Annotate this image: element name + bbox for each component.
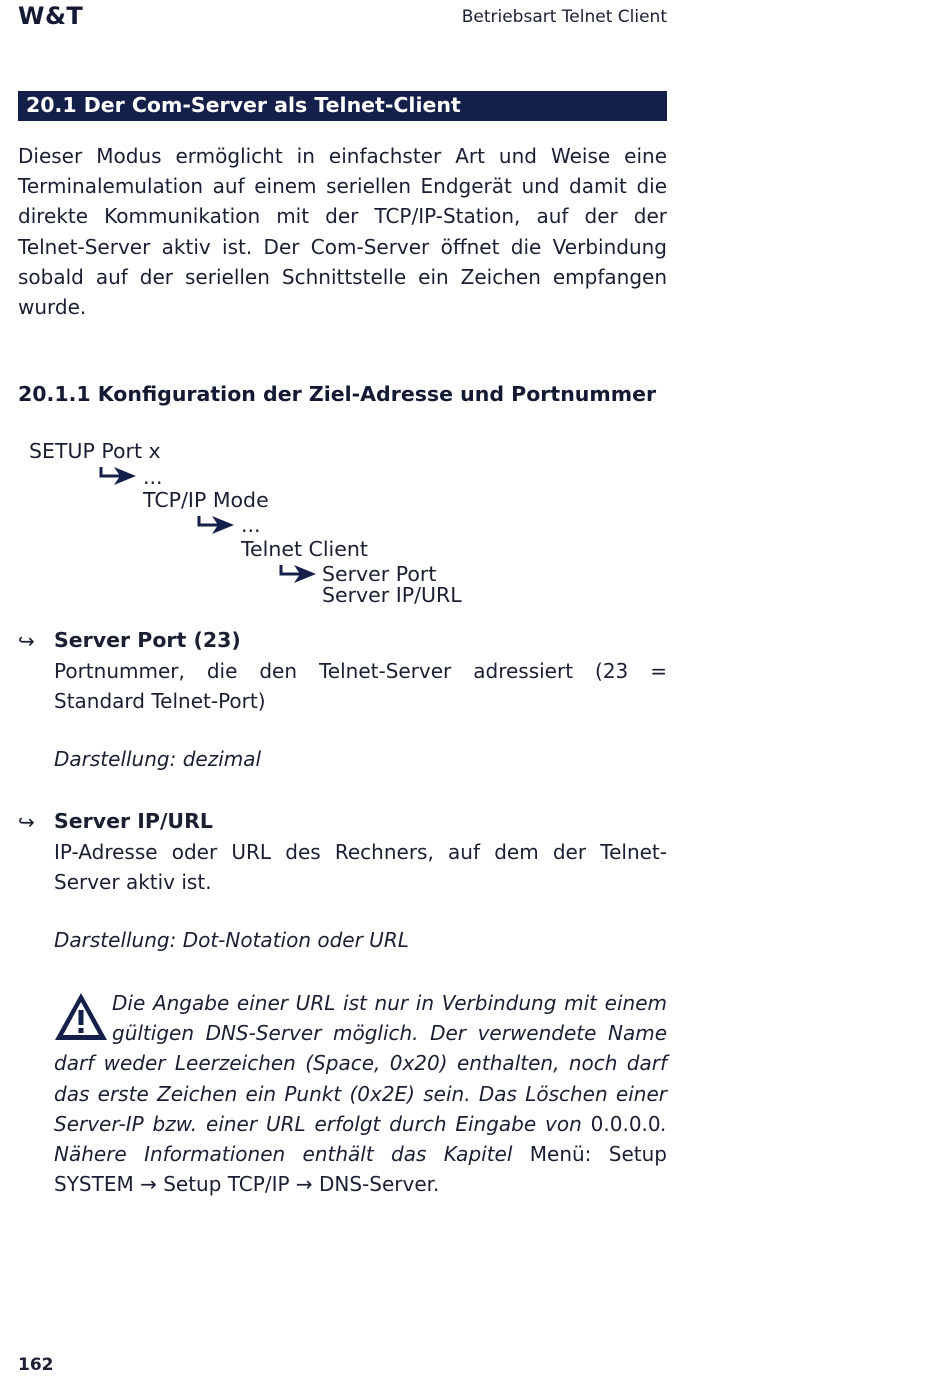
note-ip-value: 0.0.0.0: [590, 1111, 661, 1136]
hook-arrow-icon: ↪: [18, 629, 35, 653]
menu-server-ip-url: Server IP/URL: [322, 583, 462, 607]
item-description-server-port: Portnummer, die den Telnet-Server adressiert (23 = Standard Telnet-Port): [54, 659, 667, 714]
item-title-server-port: Server Port (23): [54, 628, 241, 652]
menu-ellipsis: ...: [241, 513, 261, 537]
brand-logo: W&T: [18, 2, 84, 30]
item-description-server-ip-url: IP-Adresse oder URL des Rechners, auf dem der Telnet-Server aktiv ist.: [54, 840, 667, 895]
submenu-arrow-icon: [196, 514, 236, 536]
note-text: Die Angabe einer URL ist nur in Verbindung mit einem gültigen DNS-Server möglich. Der verwendete Name darf weder Leerzeichen (Space, 0x20) enthalten, noch darf das erste Zeichen ein Punkt (0x2E) sein. Das Löschen einer Server-IP bzw. einer URL erfolgt durch Eingabe von: [54, 991, 667, 1136]
page-number: 162: [18, 1355, 54, 1375]
menu-server-port: Server Port: [322, 562, 437, 586]
submenu-arrow-icon: [278, 563, 318, 585]
note-menu-reference: Menü: Setup SYSTEM → Setup TCP/IP → DNS-Server.: [54, 1142, 667, 1197]
section-title: 20.1 Der Com-Server als Telnet-Client: [26, 93, 461, 117]
subsection-title: 20.1.1 Konfiguration der Ziel-Adresse und Portnummer: [18, 382, 657, 406]
submenu-arrow-icon: [98, 465, 138, 487]
warning-triangle-icon: [52, 989, 110, 1045]
note-text-continued: . Nähere Informationen enthält das Kapitel: [54, 1111, 667, 1167]
intro-paragraph: Dieser Modus ermöglicht in einfachster Art und Weise eine Terminalemulation auf einem seriellen Endgerät und damit die direkte Kommunikation mit der TCP/IP-Station, auf der der Telnet-Server aktiv ist. Der Com-Server öffnet die Verbindung sobald auf der seriellen Schnittstelle ein Zeichen empfangen wurde.: [18, 144, 667, 320]
menu-telnet-client: Telnet Client: [241, 537, 368, 561]
menu-tcpip-mode: TCP/IP Mode: [143, 488, 269, 512]
menu-ellipsis: ...: [143, 465, 163, 489]
item-representation-server-ip-url: Darstellung: Dot-Notation oder URL: [54, 928, 409, 952]
warning-note: [54, 988, 667, 1199]
item-title-server-ip-url: Server IP/URL: [54, 809, 213, 833]
hook-arrow-icon: ↪: [18, 810, 35, 834]
menu-setup-port: SETUP Port x: [29, 439, 161, 463]
item-representation-server-port: Darstellung: dezimal: [54, 747, 262, 771]
running-header: Betriebsart Telnet Client: [461, 7, 667, 27]
